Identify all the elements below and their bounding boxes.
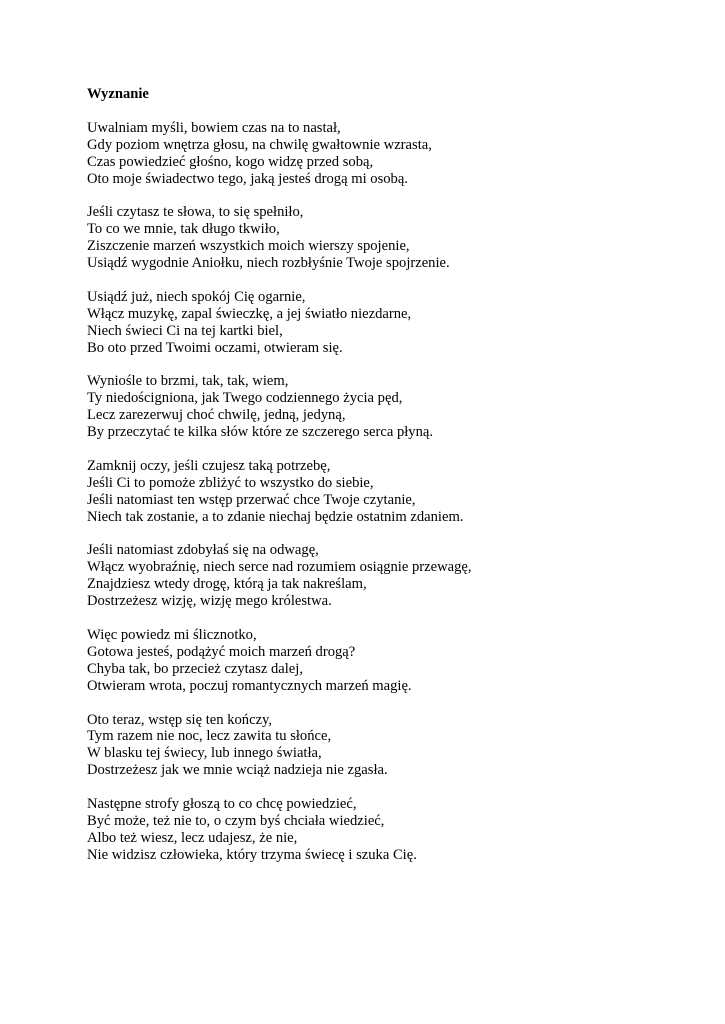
document-page bbox=[87, 86, 687, 881]
poem-line: Oto moje świadectwo tego, jaką jesteś drogą mi osobą. bbox=[87, 170, 408, 187]
poem-title: Wyznanie bbox=[87, 86, 149, 102]
poem-line: Gdy poziom wnętrza głosu, na chwilę gwałtownie wzrasta, bbox=[87, 136, 432, 153]
stanza bbox=[87, 712, 687, 780]
stanza bbox=[87, 458, 687, 526]
poem-line: Usiądź już, niech spokój Cię ogarnie, bbox=[87, 288, 306, 305]
poem-line: Uwalniam myśli, bowiem czas na to nastał, bbox=[87, 119, 341, 136]
poem-line: Niech świeci Ci na tej kartki biel, bbox=[87, 322, 283, 339]
poem-line: Gotowa jesteś, podążyć moich marzeń drogą? bbox=[87, 643, 356, 660]
poem-line: Jeśli natomiast ten wstęp przerwać chce Twoje czytanie, bbox=[87, 491, 416, 508]
poem-line: Dostrzeżesz jak we mnie wciąż nadzieja nie zgasła. bbox=[87, 762, 388, 779]
poem-line: Lecz zarezerwuj choć chwilę, jedną, jedyną, bbox=[87, 407, 346, 424]
poem-line: Albo też wiesz, lecz udajesz, że nie, bbox=[87, 829, 298, 846]
stanza bbox=[87, 373, 687, 441]
poem-line: Usiądź wygodnie Aniołku, niech rozbłyśnie Twoje spojrzenie. bbox=[87, 255, 450, 272]
poem-line: Ty niedościgniona, jak Twego codziennego życia pęd, bbox=[87, 390, 403, 407]
poem-line: Oto teraz, wstęp się ten kończy, bbox=[87, 711, 273, 728]
poem-line: To co we mnie, tak długo tkwiło, bbox=[87, 221, 280, 238]
stanza bbox=[87, 289, 687, 357]
poem-line: Włącz muzykę, zapal świeczkę, a jej światło niezdarne, bbox=[87, 305, 412, 322]
poem-line: Dostrzeżesz wizję, wizję mego królestwa. bbox=[87, 593, 332, 610]
poem-line: Jeśli czytasz te słowa, to się spełniło, bbox=[87, 204, 304, 221]
poem-line: Wyniośle to brzmi, tak, tak, wiem, bbox=[87, 373, 289, 390]
poem-line: Jeśli Ci to pomoże zbliżyć to wszystko do siebie, bbox=[87, 474, 374, 491]
poem-line: Być może, też nie to, o czym byś chciała wiedzieć, bbox=[87, 812, 385, 829]
poem-line: Włącz wyobraźnię, niech serce nad rozumiem osiągnie przewagę, bbox=[87, 559, 472, 576]
poem-line: By przeczytać te kilka słów które ze szczerego serca płyną. bbox=[87, 424, 434, 441]
poem-line: Jeśli natomiast zdobyłaś się na odwagę, bbox=[87, 542, 319, 559]
poem-line: Zamknij oczy, jeśli czujesz taką potrzebę, bbox=[87, 457, 331, 474]
poem-line: Otwieram wrota, poczuj romantycznych marzeń magię. bbox=[87, 677, 412, 694]
poem-line: Niech tak zostanie, a to zdanie niechaj będzie ostatnim zdaniem. bbox=[87, 508, 464, 525]
stanza bbox=[87, 796, 687, 864]
poem-line: Czas powiedzieć głośno, kogo widzę przed sobą, bbox=[87, 153, 374, 170]
poem-line: Bo oto przed Twoimi oczami, otwieram się. bbox=[87, 339, 343, 356]
poem-line: Nie widzisz człowieka, który trzyma świecę i szuka Cię. bbox=[87, 846, 417, 863]
poem-line: Chyba tak, bo przecież czytasz dalej, bbox=[87, 660, 303, 677]
poem-body bbox=[87, 120, 687, 864]
stanza bbox=[87, 542, 687, 610]
poem-line: Znajdziesz wtedy drogę, którą ja tak nakreślam, bbox=[87, 576, 367, 593]
stanza bbox=[87, 204, 687, 272]
poem-line: Więc powiedz mi ślicznotko, bbox=[87, 627, 257, 643]
stanza bbox=[87, 120, 687, 188]
poem-line: Tym razem nie noc, lecz zawita tu słońce, bbox=[87, 728, 332, 745]
poem-line: W blasku tej świecy, lub innego światła, bbox=[87, 745, 322, 762]
poem-line: Ziszczenie marzeń wszystkich moich wierszy spojenie, bbox=[87, 238, 410, 255]
poem-line: Następne strofy głoszą to co chcę powiedzieć, bbox=[87, 796, 357, 813]
stanza bbox=[87, 627, 687, 695]
